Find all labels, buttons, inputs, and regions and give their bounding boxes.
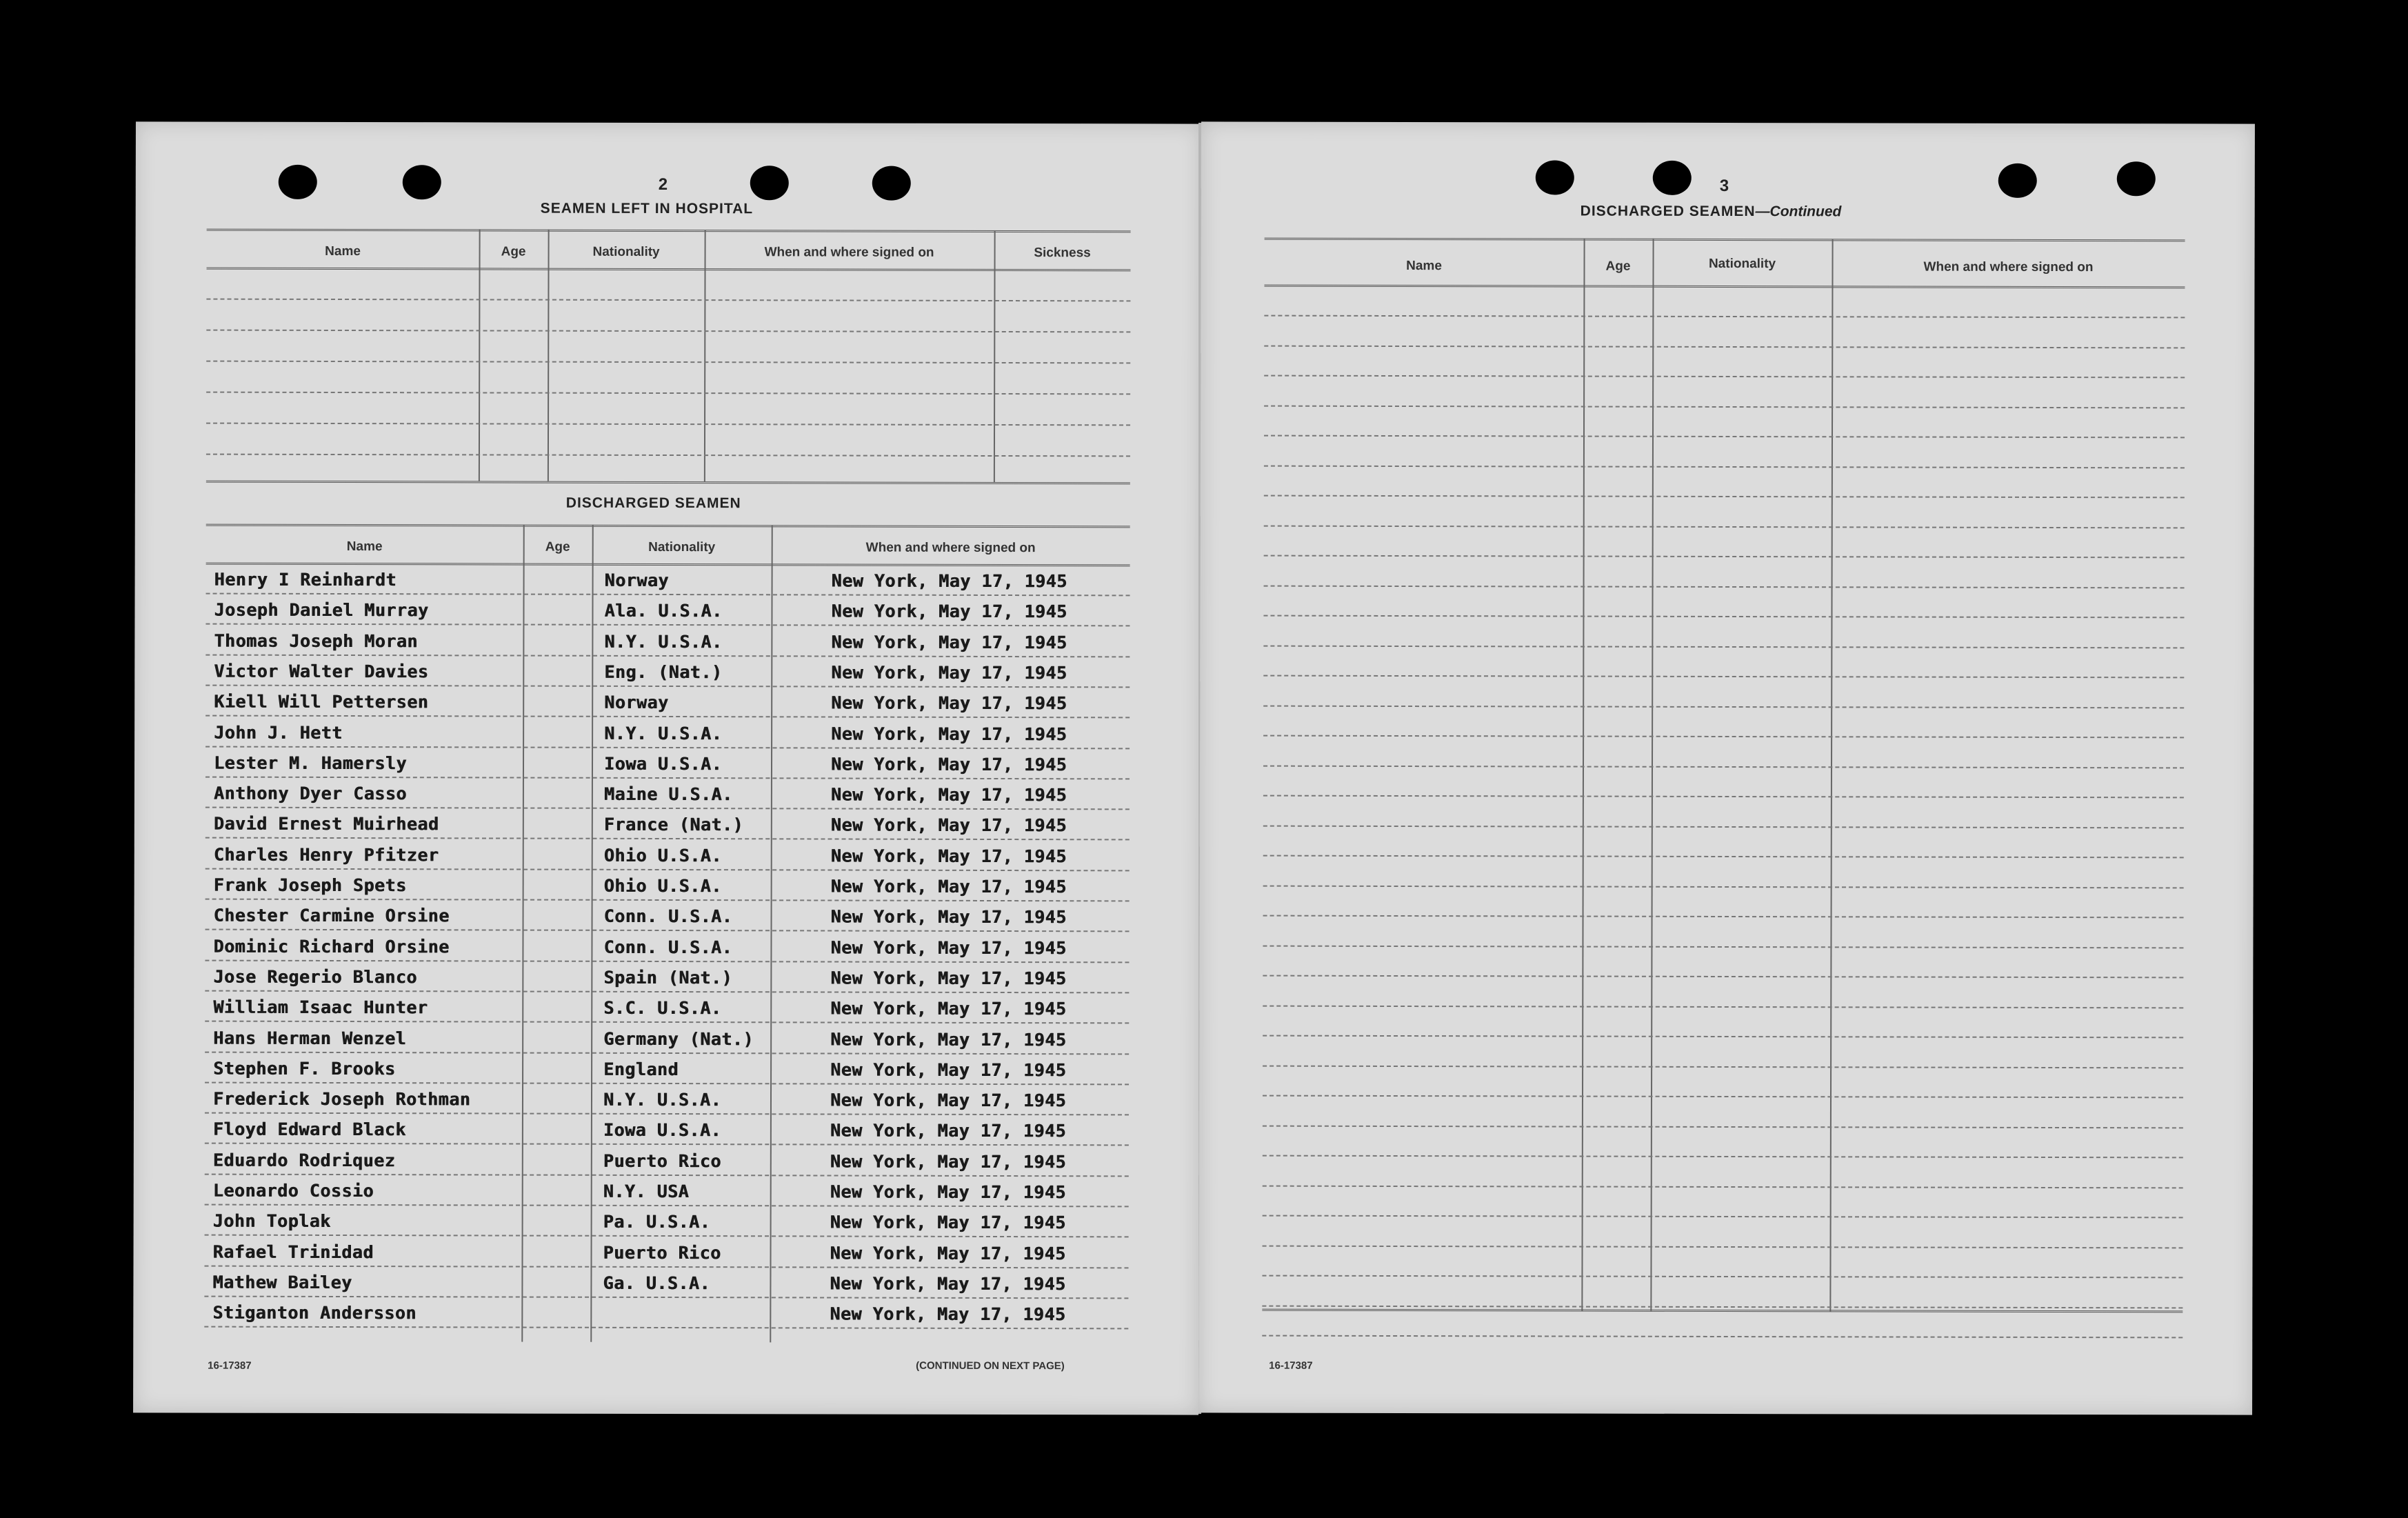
table-row [206,593,1130,597]
empty-row [1263,675,2184,679]
seaman-name: Hans Herman Wenzel [213,1028,407,1048]
empty-row [1262,1335,2183,1339]
seaman-nationality: N.Y. U.S.A. [603,1089,722,1110]
column-header-sickness: Sickness [1034,246,1091,261]
empty-row [1263,1005,2183,1008]
page-number: 2 [658,174,668,194]
seaman-signed-on: New York, May 17, 1945 [830,1273,1066,1295]
empty-row [206,361,1130,364]
seaman-name: Henry I Reinhardt [214,569,397,590]
empty-row [1263,1125,2183,1128]
seaman-signed-on: New York, May 17, 1945 [831,692,1067,714]
column-header-name: Name [325,243,361,259]
empty-row [1263,1215,2183,1219]
seaman-nationality: Conn. U.S.A. [603,937,733,957]
seaman-signed-on: New York, May 17, 1945 [830,1243,1066,1264]
seaman-signed-on: New York, May 17, 1945 [830,1028,1067,1050]
column-header-nationality: Nationality [1708,256,1776,272]
empty-row [1263,705,2184,708]
table-row [205,1204,1129,1208]
table-row [205,807,1130,810]
discharged-continued-table [1262,238,2185,1316]
seaman-nationality: Maine U.S.A. [603,783,733,805]
column-header-nationality: Nationality [592,244,660,259]
seaman-name: John Toplak [212,1210,331,1232]
seaman-name: Anthony Dyer Casso [213,783,407,804]
empty-row [1263,855,2184,859]
seaman-signed-on: New York, May 17, 1945 [830,1059,1067,1081]
seaman-name: Stephen F. Brooks [213,1058,396,1079]
seaman-nationality: Ala. U.S.A. [604,601,723,621]
seaman-name: Jose Regerio Blanco [213,966,417,988]
seaman-nationality: N.Y. USA [603,1181,690,1202]
empty-row [1264,555,2185,559]
seaman-nationality: England [603,1059,679,1079]
seaman-nationality: Eng. (Nat.) [604,661,723,683]
left-page [133,121,1201,1415]
table-row [205,959,1129,963]
seaman-nationality: Ga. U.S.A. [603,1272,710,1294]
table-row [205,715,1130,719]
empty-row [206,423,1130,426]
seaman-nationality: Iowa U.S.A. [603,753,723,774]
table-row [205,623,1130,627]
empty-row [1264,465,2185,468]
punch-hole [279,165,317,199]
seaman-name: Victor Walter Davies [214,661,429,682]
empty-row [1264,585,2185,588]
column-header-age: Age [1605,259,1631,274]
form-number: 16-17387 [1269,1359,1313,1372]
empty-row [1262,1275,2183,1279]
table-row [205,1081,1129,1085]
empty-row [1264,495,2185,499]
seaman-signed-on: New York, May 17, 1945 [831,723,1067,744]
seaman-signed-on: New York, May 17, 1945 [830,1090,1067,1111]
empty-row [1263,765,2184,768]
column-header-signed-on: When and where signed on [865,540,1036,556]
seaman-signed-on: New York, May 17, 1945 [831,601,1067,622]
seaman-signed-on: New York, May 17, 1945 [830,1151,1066,1172]
table-row [205,654,1130,657]
empty-row [1263,885,2184,888]
seaman-nationality: Norway [604,692,669,713]
seaman-signed-on: New York, May 17, 1945 [830,1212,1066,1233]
seaman-nationality: Norway [604,570,669,591]
table-row [205,1173,1129,1177]
seaman-name: Dominic Richard Orsine [213,936,450,957]
seaman-nationality: Conn. U.S.A. [603,906,733,927]
continued-note: (CONTINUED ON NEXT PAGE) [916,1359,1065,1372]
empty-row [1263,915,2184,919]
empty-row [1263,1245,2183,1248]
seaman-name: Charles Henry Pfitzer [213,844,439,865]
seaman-nationality: Iowa U.S.A. [603,1120,722,1141]
seaman-name: Kiell Will Pettersen [214,691,429,712]
empty-row [1263,795,2184,799]
empty-row [206,330,1130,333]
empty-row [1263,615,2184,619]
seaman-nationality: Spain (Nat.) [603,967,733,988]
column-header-signed-on: When and where signed on [1923,259,2094,275]
empty-row [1263,1065,2183,1068]
seaman-signed-on: New York, May 17, 1945 [830,815,1067,836]
table-row [205,1143,1129,1146]
empty-row [1263,975,2183,979]
seaman-name: Frank Joseph Spets [213,875,407,896]
table-row [205,1021,1129,1024]
seaman-name: John J. Hett [214,722,343,743]
seaman-signed-on: New York, May 17, 1945 [831,662,1067,683]
table-row [205,1051,1129,1055]
seaman-nationality: N.Y. U.S.A. [604,723,723,743]
column-header-name: Name [346,539,383,555]
seaman-nationality: Ohio U.S.A. [603,875,722,897]
hospital-section-title: SEAMEN LEFT IN HOSPITAL [540,200,754,217]
seaman-name: Mathew Bailey [212,1272,352,1292]
seaman-name: Eduardo Rodriquez [212,1150,396,1170]
empty-row [206,299,1130,302]
table-row [204,1295,1128,1299]
seaman-nationality: Germany (Nat.) [603,1028,754,1049]
table-row [205,837,1130,841]
seaman-signed-on: New York, May 17, 1945 [830,1181,1066,1203]
punch-hole [750,166,789,200]
table-row [205,746,1130,749]
seaman-name: Thomas Joseph Moran [214,630,418,651]
table-row [205,776,1130,779]
empty-row [1263,1035,2183,1039]
seaman-signed-on: New York, May 17, 1945 [830,968,1067,989]
punch-hole [872,166,911,201]
seaman-nationality: Puerto Rico [603,1150,721,1171]
seaman-signed-on: New York, May 17, 1945 [830,754,1067,775]
empty-row [1263,1185,2183,1188]
seaman-signed-on: New York, May 17, 1945 [831,570,1067,592]
empty-row [1263,645,2184,648]
table-row [205,929,1130,932]
seaman-signed-on: New York, May 17, 1945 [830,846,1067,866]
column-header-age: Age [545,539,570,555]
seaman-name: David Ernest Muirhead [213,814,439,835]
seaman-name: Chester Carmine Orsine [213,905,450,926]
right-page [1198,121,2255,1415]
empty-row [206,392,1130,395]
table-row [204,1265,1128,1268]
seaman-name: William Isaac Hunter [213,997,428,1018]
seaman-signed-on: New York, May 17, 1945 [830,1120,1067,1141]
punch-hole [1536,160,1574,194]
punch-hole [2117,161,2156,196]
column-header-name: Name [1406,259,1442,274]
seaman-nationality: N.Y. U.S.A. [604,631,723,652]
discharged-table [204,524,1130,1416]
page-number: 3 [1719,176,1729,196]
punch-hole [1653,161,1692,195]
table-row [205,1235,1129,1238]
punch-hole [1998,163,2037,198]
seaman-signed-on: New York, May 17, 1945 [830,998,1067,1019]
empty-row [1263,735,2184,739]
seaman-signed-on: New York, May 17, 1945 [830,906,1067,928]
seaman-nationality: France (Nat.) [603,815,744,835]
empty-row [1263,1095,2183,1099]
seaman-nationality: Pa. U.S.A. [603,1212,711,1232]
seaman-signed-on: New York, May 17, 1945 [830,876,1067,897]
table-row [205,990,1129,993]
discharged-section-title: DISCHARGED SEAMEN [565,495,741,512]
seaman-signed-on: New York, May 17, 1945 [831,632,1067,652]
empty-row [1263,1155,2183,1159]
empty-row [1263,825,2184,828]
empty-row [1264,375,2185,379]
empty-row [1263,945,2183,948]
seaman-nationality: Puerto Rico [603,1242,721,1263]
table-row [205,899,1130,902]
seaman-name: Joseph Daniel Murray [214,599,429,621]
column-header-nationality: Nationality [648,539,716,555]
empty-row [206,454,1130,457]
seaman-nationality: Ohio U.S.A. [603,845,722,866]
hospital-table [206,229,1131,485]
form-number: 16-17387 [208,1359,252,1372]
empty-row [1264,315,2185,319]
seaman-nationality: S.C. U.S.A. [603,997,722,1019]
column-header-age: Age [501,244,526,259]
seaman-name: Leonardo Cossio [212,1180,374,1201]
empty-row [1264,345,2185,348]
seaman-name: Stiganton Andersson [212,1302,417,1324]
seaman-name: Frederick Joseph Rothman [212,1088,471,1110]
seaman-signed-on: New York, May 17, 1945 [830,1304,1066,1325]
empty-row [1264,405,2185,408]
empty-row [1262,1305,2183,1308]
table-row [205,868,1130,871]
punch-hole [403,165,441,199]
empty-row [1264,525,2185,528]
empty-row [1264,435,2185,439]
seaman-name: Lester M. Hamersly [213,752,407,774]
table-row [205,1112,1129,1116]
seaman-signed-on: New York, May 17, 1945 [830,784,1067,806]
seaman-signed-on: New York, May 17, 1945 [830,937,1067,958]
discharged-continued-title: DISCHARGED SEAMEN—Continued [1580,203,1842,220]
seaman-name: Floyd Edward Black [212,1119,406,1140]
table-row [205,684,1130,688]
table-row [204,1326,1128,1330]
seaman-name: Rafael Trinidad [212,1241,374,1262]
column-header-signed-on: When and where signed on [764,245,934,260]
